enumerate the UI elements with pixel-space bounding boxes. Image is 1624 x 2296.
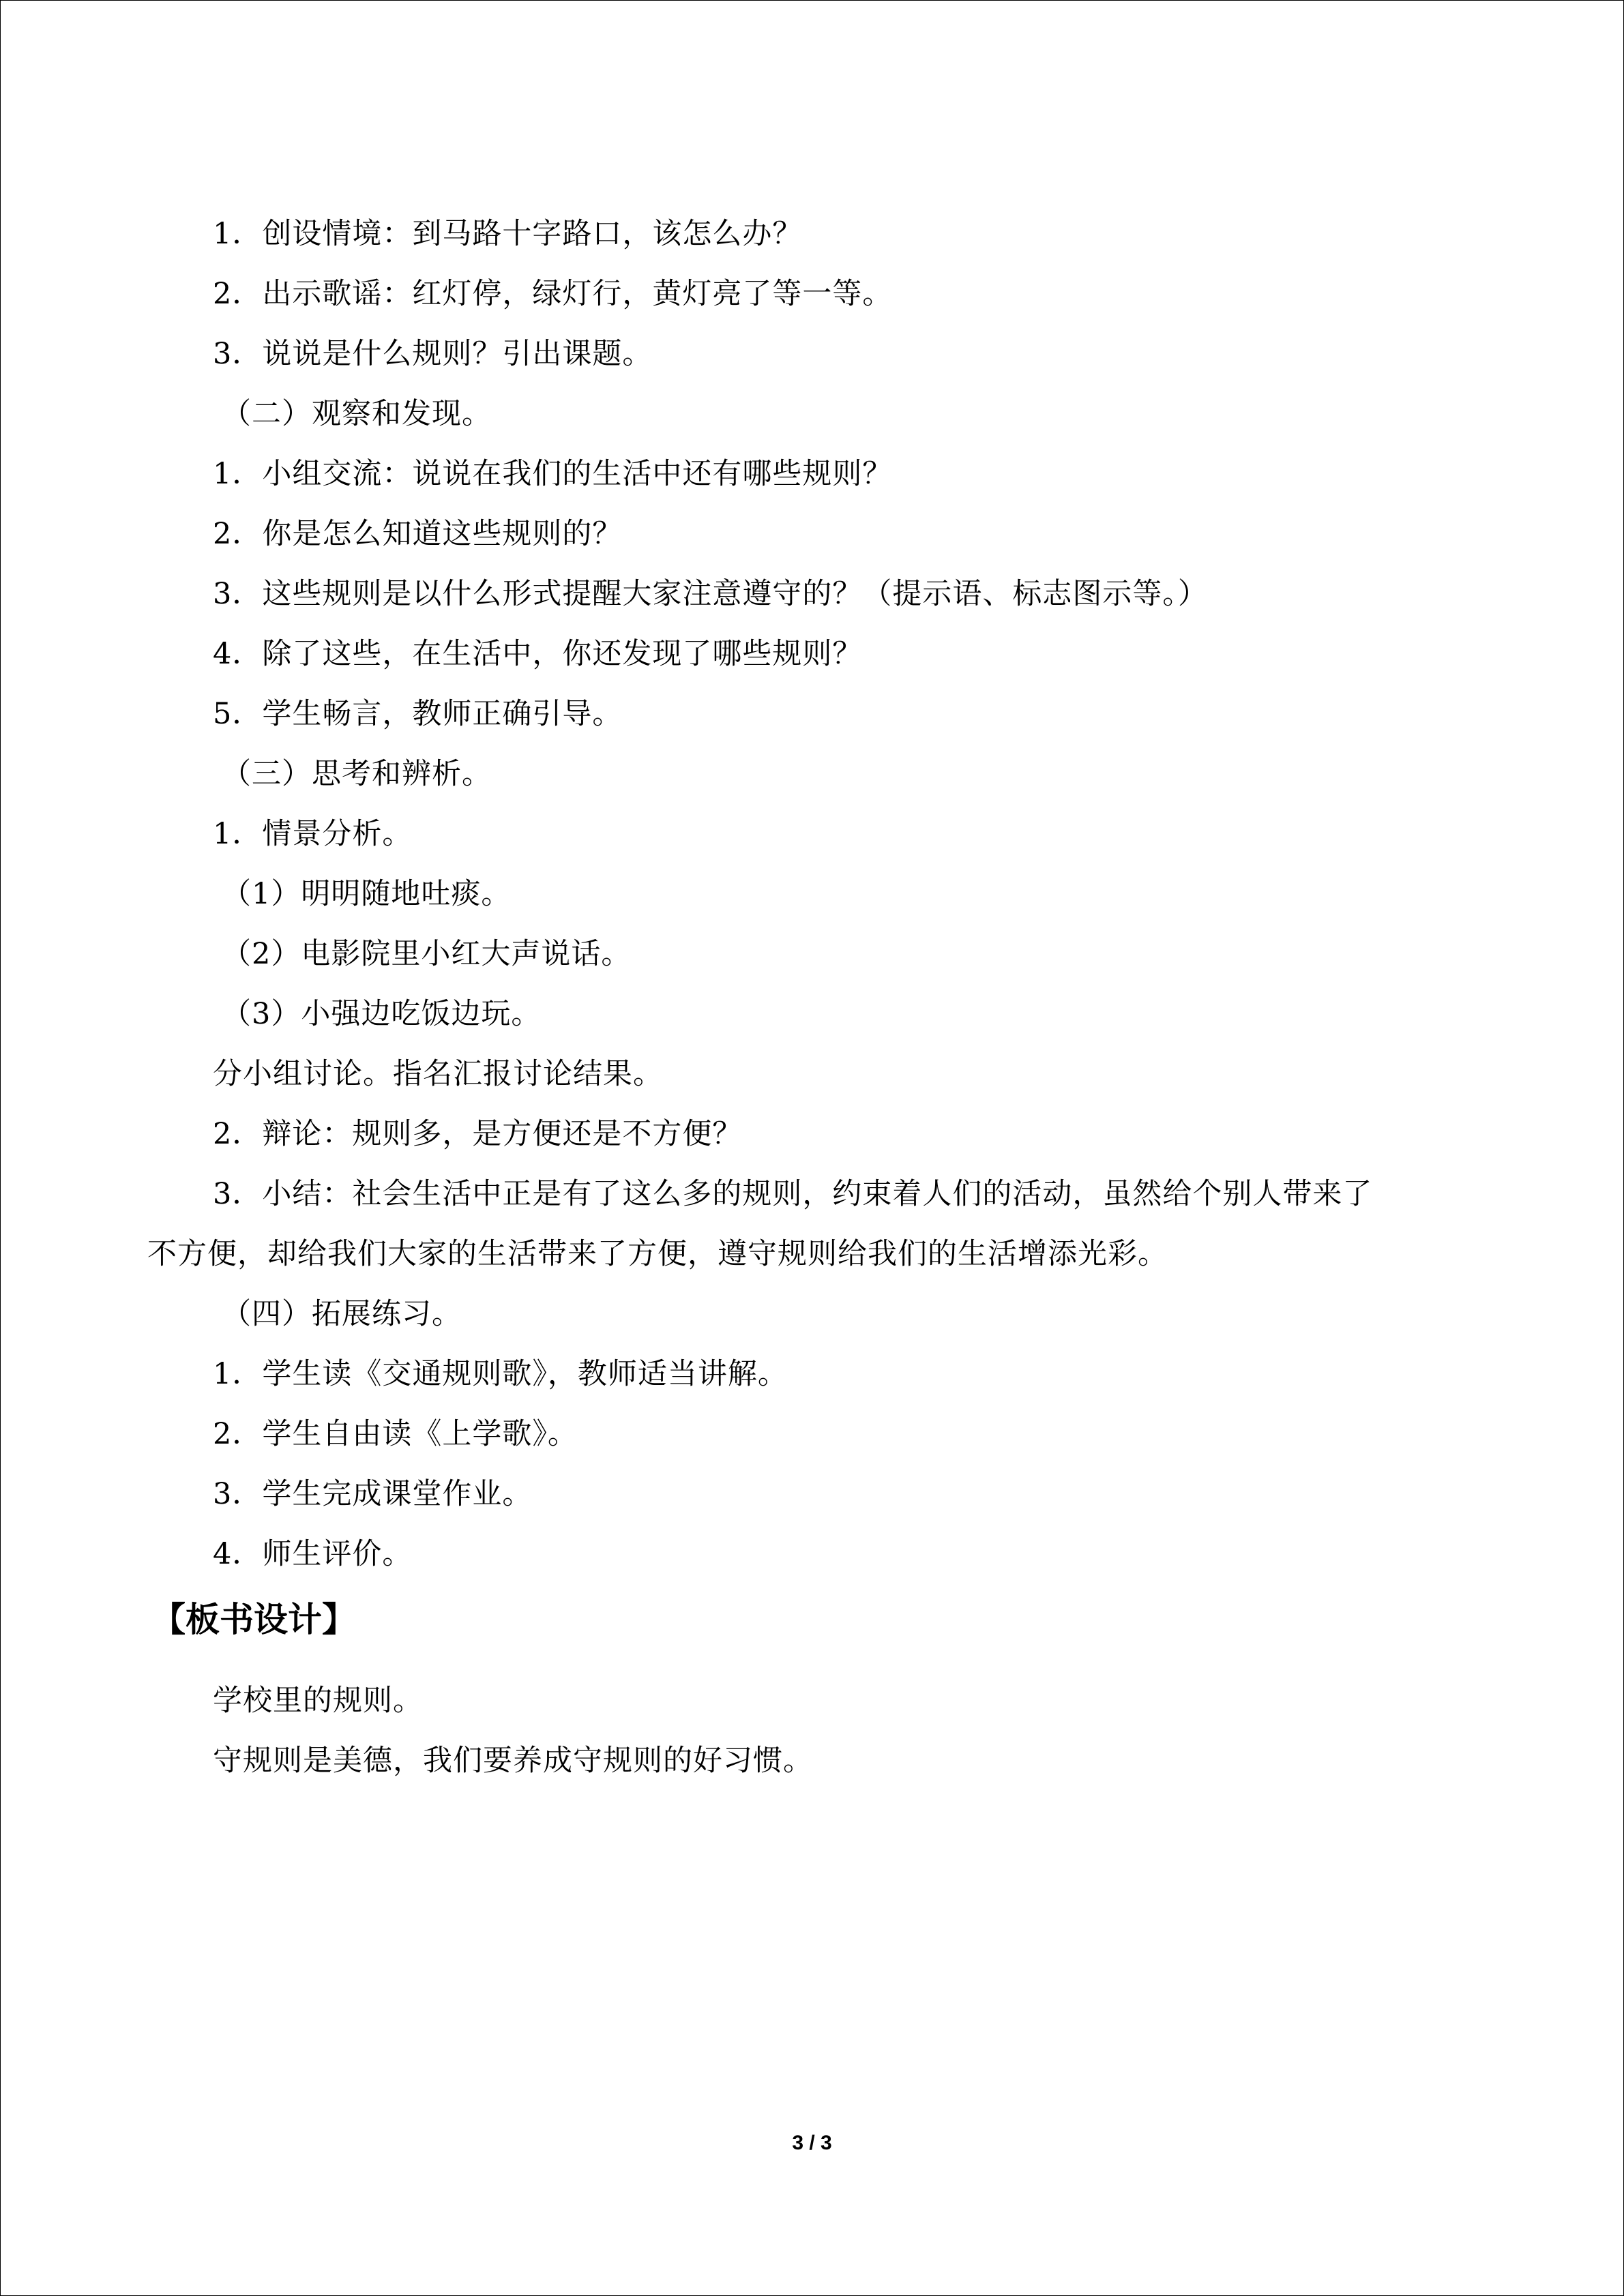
text-line: 3．小结：社会生活中正是有了这么多的规则，约束着人们的活动，虽然给个别人带来了 — [213, 1177, 1373, 1211]
section-heading: （三）思考和辨析。 — [222, 757, 492, 791]
text-line: 5．学生畅言，教师正确引导。 — [213, 697, 623, 731]
text-line: （3）小强边吃饭边玩。 — [222, 997, 542, 1031]
text-line: 1．情景分析。 — [213, 817, 413, 851]
text-line: 4．师生评价。 — [213, 1537, 413, 1571]
board-line: 学校里的规则。 — [213, 1684, 423, 1718]
text-line: 2．出示歌谣：红灯停，绿灯行，黄灯亮了等一等。 — [213, 277, 893, 311]
text-line: 分小组讨论。指名汇报讨论结果。 — [213, 1057, 663, 1091]
text-line: 1．小组交流：说说在我们的生活中还有哪些规则？ — [213, 457, 893, 491]
text-line: 3．这些规则是以什么形式提醒大家注意遵守的？（提示语、标志图示等。） — [213, 577, 1208, 611]
board-line: 守规则是美德，我们要养成守规则的好习惯。 — [213, 1744, 813, 1778]
text-line: 1．学生读《交通规则歌》，教师适当讲解。 — [213, 1357, 788, 1391]
text-line: 2．学生自由读《上学歌》。 — [213, 1417, 578, 1451]
page-number: 3 / 3 — [792, 2132, 832, 2154]
text-line: 1．创设情境：到马路十字路口，该怎么办？ — [213, 217, 803, 251]
text-line: 不方便，却给我们大家的生活带来了方便，遵守规则给我们的生活增添光彩。 — [147, 1237, 1168, 1271]
text-line: 2．辩论：规则多，是方便还是不方便？ — [213, 1117, 743, 1151]
text-line: 4．除了这些，在生活中，你还发现了哪些规则？ — [213, 637, 863, 671]
text-line: （2）电影院里小红大声说话。 — [222, 937, 632, 971]
section-heading: （四）拓展练习。 — [222, 1297, 462, 1331]
text-line: （1）明明随地吐痰。 — [222, 877, 512, 911]
board-design-heading: 【板书设计】 — [151, 1600, 356, 1639]
text-line: 3．说说是什么规则？引出课题。 — [213, 337, 653, 371]
text-line: 2．你是怎么知道这些规则的？ — [213, 517, 623, 551]
text-line: 3．学生完成课堂作业。 — [213, 1477, 533, 1511]
section-heading: （二）观察和发现。 — [222, 397, 492, 431]
